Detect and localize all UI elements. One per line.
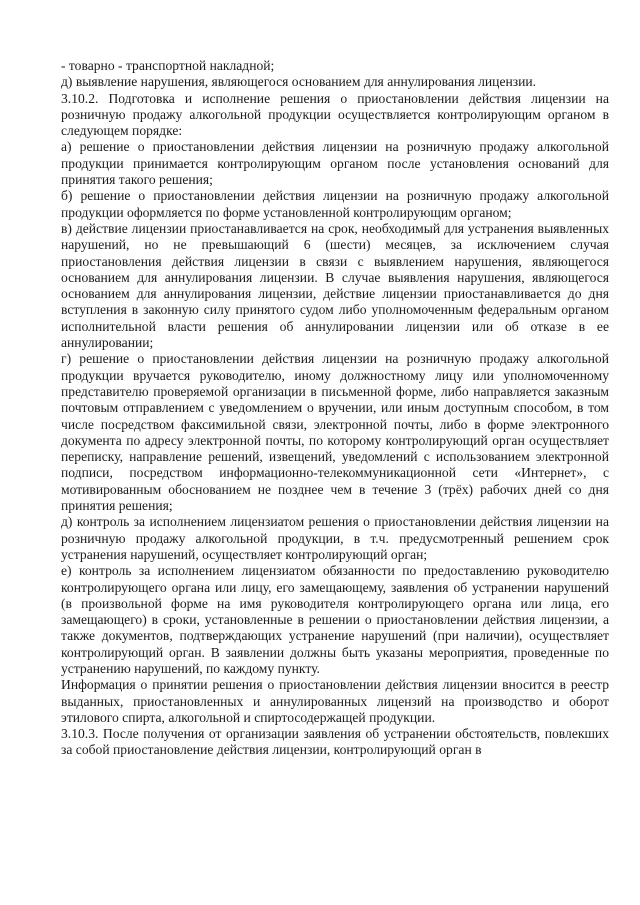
paragraph-3-10-3: 3.10.3. После получения от организации заявления об устранении обстоятельств, повлекших за собой приостановление действия лицензии, контролирующий орган в [61,726,609,758]
paragraph-waybill-item: - товарно - транспортной накладной; [61,58,275,73]
paragraph-item-d-control: д) контроль за исполнением лицензиатом решения о приостановлении действия лицензии на розничную продажу алкогольной продукции, в т.ч. предусмотренный решением срок устранения нарушений, осуществляет контролирующий орган; [61,514,609,562]
document-body [61,58,609,759]
paragraph-item-e: е) контроль за исполнением лицензиатом обязанности по предоставлению руководителю контролирующего органа или лицу, его замещающему, заявления об устранении нарушений (в произвольной форме на имя руководителя контролирующего органа или лица, его замещающего) в сроки, установленные в решении о приостановлении действия лицензии, а также документов, подтверждающих устранение нарушений (при наличии), осуществляет контролирующий орган. В заявлении должны быть указаны мероприятия, проведенные по устранению нарушений, по каждому пункту. [61,563,609,676]
paragraph-item-d-violation: д) выявление нарушения, являющегося основанием для аннулирования лицензии. [61,74,537,90]
paragraph-item-g: г) решение о приостановлении действия лицензии на розничную продажу алкогольной продукции вручается руководителю, иному должностному лицу или уполномоченному представителю проверяемой организации в письменной форме, либо направляется заказным почтовым отправлением с уведомлением о вручении, или иным доступным способом, в том числе посредством факсимильной связи, электронной почты, либо в форме электронного документа по адресу электронной почты, по которому контролирующий орган осуществляет переписку, направление решений, извещений, уведомлений с использованием электронной подписи, посредством информационно-телекоммуникационной сети «Интернет», с мотивированным обоснованием не позднее чем в течение 3 (трёх) рабочих дней со дня принятия решения; [61,351,609,514]
paragraph-item-v: в) действие лицензии приостанавливается на срок, необходимый для устранения выявленных нарушений, но не превышающий 6 (шести) месяцев, за исключением случая приостановления действия лицензии в связи с выявлением нарушения, являющегося основанием для аннулирования лицензии. В случае выявления нарушения, являющегося основанием для аннулирования лицензии, действие лицензии приостанавливается до дня вступления в законную силу принятого судом либо уполномоченным федеральным органом исполнительной власти решения об аннулировании лицензии или об отказе в ее аннулировании; [61,220,609,351]
paragraph-3-10-2: 3.10.2. Подготовка и исполнение решения о приостановлении действия лицензии на розничную продажу алкогольной продукции осуществляется контролирующим органом в следующем порядке: [61,90,609,139]
paragraph-item-a: а) решение о приостановлении действия лицензии на розничную продажу алкогольной продукции принимается контролирующим органом после установления оснований для принятия такого решения; [61,139,609,188]
paragraph-item-b: б) решение о приостановлении действия лицензии на розничную продажу алкогольной продукции оформляется по форме установленной контролирующим органом; [61,188,609,220]
paragraph-registry-info: Информация о принятии решения о приостановлении действия лицензии вносится в реестр выданных, приостановленных и аннулированных лицензий на производство и оборот этилового спирта, алкогольной и спиртосодержащей продукции. [61,677,609,725]
